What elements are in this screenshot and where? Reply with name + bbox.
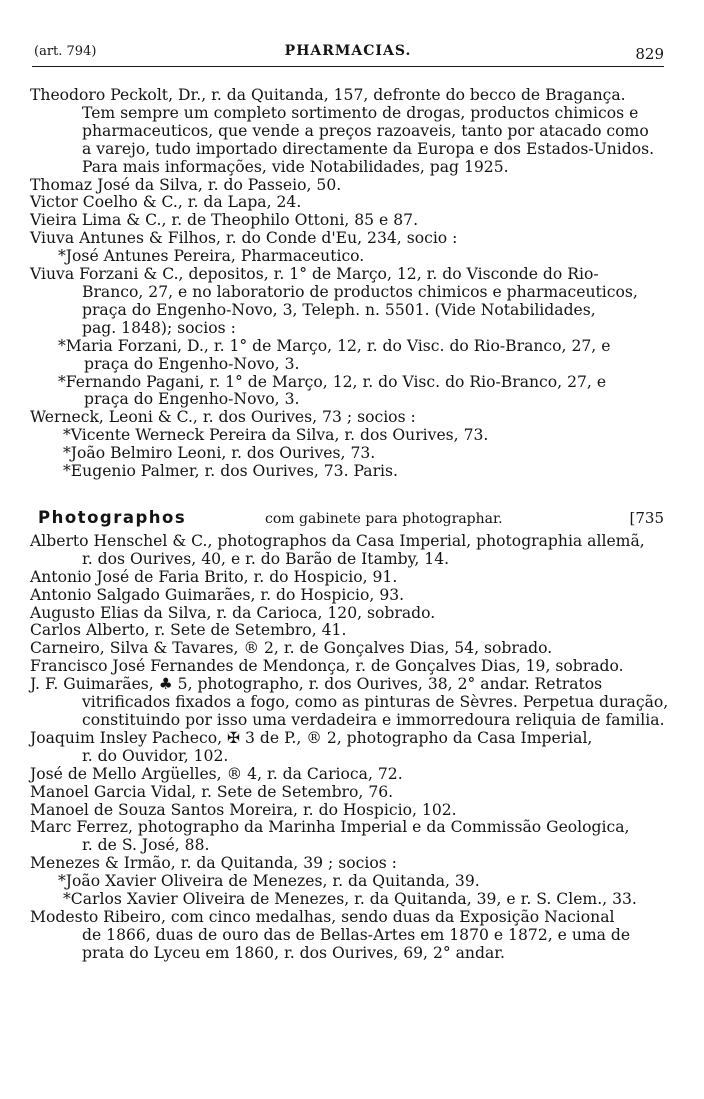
entry-line: Antonio Salgado Guimarães, r. do Hospicio, 93. [30,585,405,604]
entry-line: Thomaz José da Silva, r. do Passeio, 50. [30,175,342,194]
entry-line: Manoel Garcia Vidal, r. Sete de Setembro, 76. [30,782,394,801]
entry-line: *João Belmiro Leoni, r. dos Ourives, 73. [63,444,376,463]
entry-line: Marc Ferrez, photographo da Marinha Imperial e da Commissão Geologica, [30,818,630,837]
entry-line: r. do Ouvidor, 102. [82,746,229,765]
entry-line: Manoel de Souza Santos Moreira, r. do Hospicio, 102. [30,800,457,819]
entry-line: Joaquim Insley Pacheco, ✠ 3 de P., ® 2, photographo da Casa Imperial, [30,728,593,747]
entry-line: Viuva Antunes & Filhos, r. do Conde d'Eu, 234, socio : [30,229,458,248]
entry-line: *Eugenio Palmer, r. dos Ourives, 73. Paris. [63,462,399,481]
entry-line: Branco, 27, e no laboratorio de productos chimicos e pharmaceuticos, [82,282,638,301]
entry-line: Para mais informações, vide Notabilidades, pag 1925. [82,157,509,176]
entry-line: Francisco José Fernandes de Mendonça, r. de Gonçalves Dias, 19, sobrado. [30,657,624,676]
page-body [30,86,669,963]
entry-line: Menezes & Irmão, r. da Quitanda, 39 ; socios : [30,854,397,873]
entry-line: Augusto Elias da Silva, r. da Carioca, 120, sobrado. [30,603,436,622]
entry-line: Werneck, Leoni & C., r. dos Ourives, 73 ; socios : [30,408,416,427]
entry-line: constituindo por isso uma verdadeira e immorredoura reliquia de familia. [82,711,665,729]
entry-line: Tem sempre um completo sortimento de drogas, productos chimicos e [82,103,639,122]
page-title: PHARMACIAS. [284,43,412,59]
entry-line: *João Xavier Oliveira de Menezes, r. da Quitanda, 39. [58,872,480,891]
entry-line: vitrificados fixados a fogo, como as pinturas de Sèvres. Perpetua duração, [82,693,669,712]
entry-line: praça do Engenho-Novo, 3. [84,390,300,409]
entry-line: Victor Coelho & C., r. da Lapa, 24. [30,193,302,212]
entry-line: Carlos Alberto, r. Sete de Setembro, 41. [30,621,347,640]
entry-line: praça do Engenho-Novo, 3. [84,354,300,373]
entry-line: *Maria Forzani, D., r. 1° de Março, 12, r. do Visc. do Rio-Branco, 27, e [58,336,611,355]
entry-line: prata do Lyceu em 1860, r. dos Ourives, 69, 2° andar. [82,943,505,962]
entry-line: *Carlos Xavier Oliveira de Menezes, r. da Quitanda, 39, e r. S. Clem., 33. [63,890,637,909]
entry-line: *Fernando Pagani, r. 1° de Março, 12, r. do Visc. do Rio-Branco, 27, e [58,372,607,391]
page-header [32,40,664,67]
pharmacias-list [30,87,664,481]
entry-line: praça do Engenho-Novo, 3, Teleph. n. 5501. (Vide Notabilidades, [82,300,596,319]
entry-line: Viuva Forzani & C., depositos, r. 1° de Março, 12, r. do Visconde do Rio- [30,265,599,284]
section-number: [735 [629,508,664,527]
entry-line: Vieira Lima & C., r. de Theophilo Ottoni, 85 e 87. [30,211,419,230]
entry-line: a varejo, tudo importado directamente da Europa e dos Estados-Unidos. [82,139,655,158]
entry-line: pharmaceuticos, que vende a preços razoaveis, tanto por atacado como [82,121,649,140]
section-subtitle: com gabinete para photographar. [265,510,503,527]
entry-line: J. F. Guimarães, ♣ 5, photographo, r. dos Ourives, 38, 2° andar. Retratos [30,675,603,694]
page-number: 829 [635,45,664,63]
section-header-photographos [30,503,664,533]
entry-line: de 1866, duas de ouro das de Bellas-Artes em 1870 e 1872, e uma de [82,925,631,944]
entry-line: Modesto Ribeiro, com cinco medalhas, sendo duas da Exposição Nacional [30,907,615,926]
section-title: Photographos [38,507,187,527]
entry-line: Antonio José de Faria Brito, r. do Hospicio, 91. [30,567,398,586]
photographos-list [30,531,669,963]
entry-line: Alberto Henschel & C., photographos da Casa Imperial, photographia allemã, [30,531,645,550]
entry-line: Carneiro, Silva & Tavares, ® 2, r. de Gonçalves Dias, 54, sobrado. [30,639,553,658]
entry-line: José de Mello Argüelles, ® 4, r. da Carioca, 72. [30,764,403,783]
entry-line: Theodoro Peckolt, Dr., r. da Quitanda, 157, defronte do becco de Bragança. [30,86,626,104]
entry-line: pag. 1848); socios : [82,318,236,337]
entry-line: *Vicente Werneck Pereira da Silva, r. dos Ourives, 73. [63,426,489,445]
entry-line: r. de S. José, 88. [82,836,210,855]
entry-line: *José Antunes Pereira, Pharmaceutico. [58,247,365,266]
article-range: (art. 794) [34,44,97,59]
entry-line: r. dos Ourives, 40, e r. do Barão de Itamby, 14. [82,549,450,568]
